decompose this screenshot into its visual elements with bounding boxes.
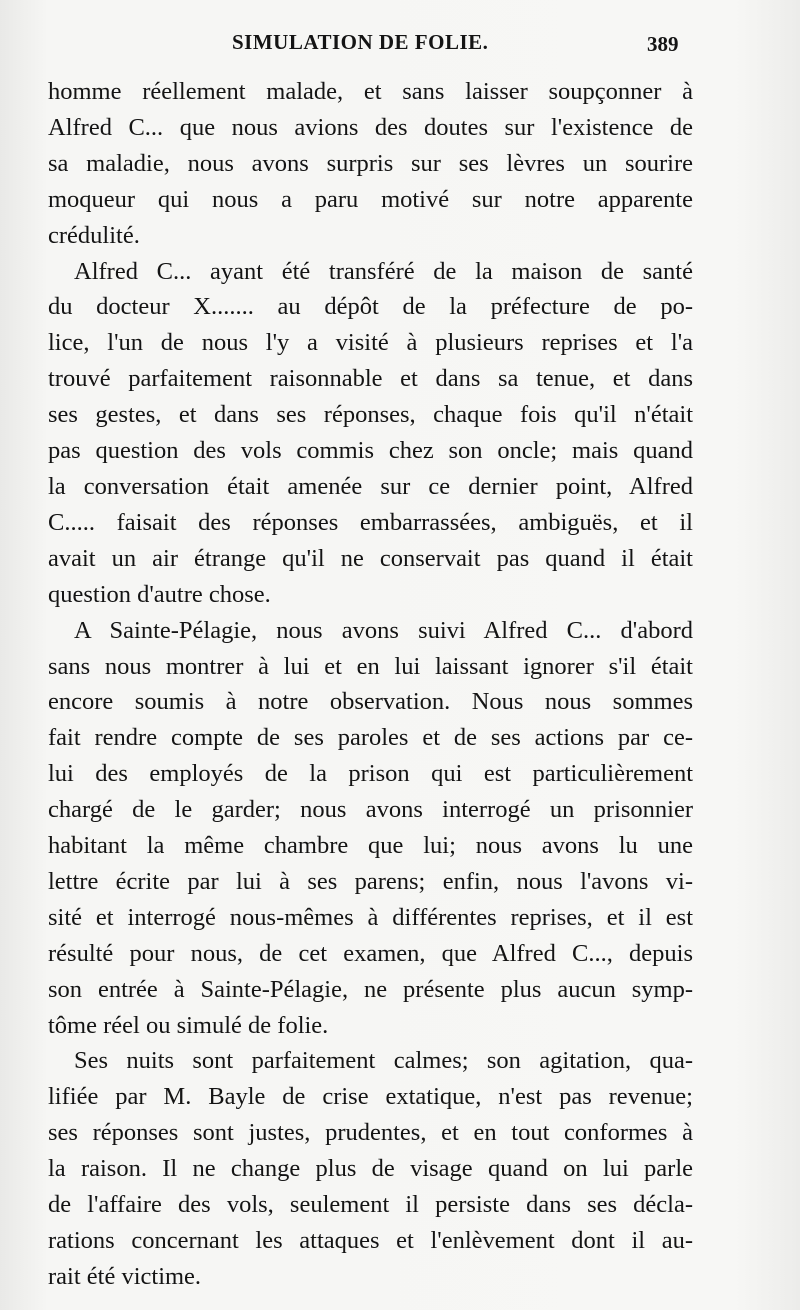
text-line: la conversation était amenée sur ce dernier point, Alfred	[48, 472, 693, 500]
text-line: Alfred C... ayant été transféré de la maison de santé	[74, 257, 693, 285]
text-line: du docteur X....... au dépôt de la préfecture de po-	[48, 293, 693, 321]
text-line: pas question des vols commis chez son oncle; mais quand	[48, 437, 693, 465]
text-line: rait été victime.	[48, 1262, 202, 1290]
text-line: fait rendre compte de ses paroles et de ses actions par ce-	[48, 724, 693, 752]
page-number: 389	[647, 32, 679, 56]
text-line: A Sainte-Pélagie, nous avons suivi Alfred C... d'abord	[74, 616, 693, 644]
text-line: tôme réel ou simulé de folie.	[48, 1011, 329, 1039]
text-line: Ses nuits sont parfaitement calmes; son agitation, qua-	[74, 1047, 693, 1075]
paragraph-3	[48, 613, 693, 1044]
text-line: lifiée par M. Bayle de crise extatique, n'est pas revenue;	[48, 1083, 693, 1111]
text-line: ses réponses sont justes, prudentes, et en tout conformes à	[48, 1119, 693, 1147]
paragraph-4	[48, 1043, 693, 1294]
paragraph-2	[48, 254, 693, 613]
text-line: lice, l'un de nous l'y a visité à plusieurs reprises et l'a	[48, 329, 693, 357]
text-line: lui des employés de la prison qui est particulièrement	[48, 760, 693, 788]
running-title: SIMULATION DE FOLIE.	[232, 30, 489, 54]
text-line: C..... faisait des réponses embarrassées, ambiguës, et il	[48, 508, 693, 536]
text-line: moqueur qui nous a paru motivé sur notre apparente	[48, 185, 693, 213]
text-line: trouvé parfaitement raisonnable et dans sa tenue, et dans	[48, 365, 693, 393]
text-line: question d'autre chose.	[48, 580, 271, 608]
text-line: ses gestes, et dans ses réponses, chaque fois qu'il n'était	[48, 401, 693, 429]
text-line: habitant la même chambre que lui; nous avons lu une	[48, 832, 693, 860]
text-line: sité et interrogé nous-mêmes à différentes reprises, et il est	[48, 903, 693, 931]
running-head	[0, 30, 800, 60]
text-line: crédulité.	[48, 221, 140, 249]
text-line: sa maladie, nous avons surpris sur ses lèvres un sourire	[48, 149, 693, 177]
text-line: de l'affaire des vols, seulement il persiste dans ses décla-	[48, 1191, 693, 1219]
text-line: rations concernant les attaques et l'enlèvement dont il au-	[48, 1227, 693, 1254]
text-line: encore soumis à notre observation. Nous nous sommes	[48, 688, 693, 716]
text-line: avait un air étrange qu'il ne conservait pas quand il était	[48, 544, 693, 572]
paragraph-1	[48, 74, 693, 254]
text-line: chargé de le garder; nous avons interrogé un prisonnier	[48, 796, 693, 824]
body-text	[48, 74, 693, 1295]
text-line: la raison. Il ne change plus de visage quand on lui parle	[48, 1155, 693, 1183]
text-line: résulté pour nous, de cet examen, que Alfred C..., depuis	[48, 939, 693, 967]
text-line: homme réellement malade, et sans laisser soupçonner à	[48, 78, 693, 105]
text-line: Alfred C... que nous avions des doutes sur l'existence de	[48, 113, 693, 141]
text-line: sans nous montrer à lui et en lui laissant ignorer s'il était	[48, 652, 693, 680]
text-line: lettre écrite par lui à ses parens; enfin, nous l'avons vi-	[48, 867, 693, 895]
text-line: son entrée à Sainte-Pélagie, ne présente plus aucun symp-	[48, 975, 693, 1003]
